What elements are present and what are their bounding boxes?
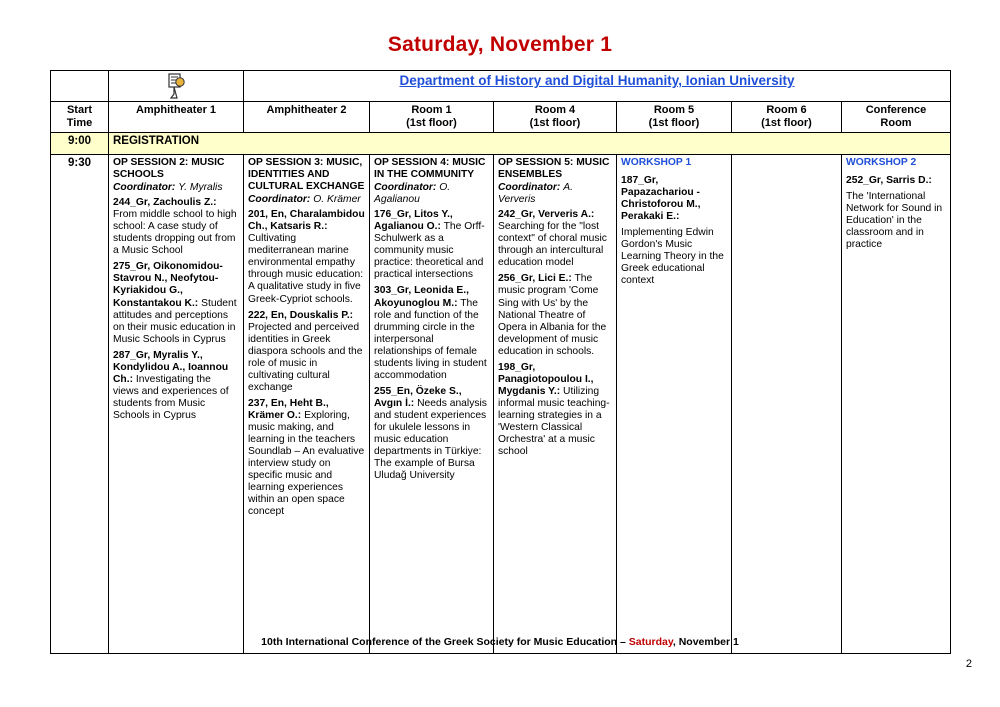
column-header-amphitheater-2 (244, 102, 370, 133)
session-coordinator (113, 182, 239, 194)
session-cell-amphitheater-1 (109, 155, 244, 654)
column-header-room-1 (370, 102, 494, 133)
column-header-amphitheater-1 (109, 102, 244, 133)
paper-title: Searching for the "lost context" of choral music through an intercultural education model (498, 221, 607, 269)
column-header-line1: Conference (865, 104, 927, 116)
coordinator-label: Coordinator: (374, 182, 437, 194)
session-title: OP SESSION 4: MUSIC IN THE COMMUNITY (374, 157, 486, 181)
paper-entry (113, 350, 239, 422)
session-title: OP SESSION 3: MUSIC, IDENTITIES AND CULTURAL EXCHANGE (248, 157, 365, 193)
session-coordinator (374, 182, 489, 206)
column-header-line1: Room 6 (766, 104, 807, 116)
footer-highlight: Saturday (628, 636, 673, 648)
column-header-line2: (1st floor) (529, 116, 581, 129)
column-header-conference-room (842, 102, 951, 133)
column-header-line1: Amphitheater 1 (135, 104, 217, 116)
column-header-line1: Room 4 (534, 104, 576, 116)
column-header-line1: Room 5 (653, 104, 695, 116)
department-header-row (51, 71, 951, 102)
paper-entry (498, 273, 612, 357)
session-cell-room-5 (617, 155, 732, 654)
paper-title: Investigating the views and experiences of students from Music Schools in Cyprus (113, 373, 229, 421)
paper-authors: 198_Gr, Panagiotopoulou I., Mygdanis Y.: (498, 361, 594, 397)
workshop-description: Implementing Edwin Gordon's Music Learning Theory in the Greek educational context (621, 227, 724, 287)
paper-entry (374, 386, 489, 482)
session-start-time: 9:30 (51, 155, 109, 654)
paper-entry (248, 310, 365, 394)
coordinator-label: Coordinator: (498, 182, 561, 194)
paper-title: The Orff-Schulwerk as a community music practice: theoretical and practical intersections (374, 221, 485, 281)
session-cell-room-1 (370, 155, 494, 654)
column-header-start-time (51, 102, 109, 133)
column-header-line2: (1st floor) (648, 116, 700, 129)
paper-authors: 287_Gr, Myralis Y., Kondylidou A., Ioannou Ch.: (113, 349, 229, 385)
workshop-description: The 'International Network for Sound in Education' in the classroom and in practice (846, 191, 943, 251)
paper-authors: 237, En, Heht B., Krämer O.: (248, 397, 329, 421)
coordinator-label: Coordinator: (113, 182, 176, 194)
page-number: 2 (965, 658, 972, 670)
column-header-line2: Room (880, 116, 912, 129)
paper-authors: 255_En, Özeke S., Avgın İ.: (374, 385, 462, 409)
session-title: OP SESSION 5: MUSIC ENSEMBLES (498, 157, 610, 181)
workshop-presenter: 252_Gr, Sarris D.: (846, 175, 932, 187)
column-header-line1: Start (66, 104, 93, 116)
paper-authors: 176_Gr, Litos Y., Agalianou O.: (374, 209, 453, 233)
coordinator-name: O. Agalianou (374, 182, 451, 206)
column-header-line2: Time (66, 116, 93, 129)
coordinator-name: O. Krämer (313, 194, 361, 206)
column-header-line2: (1st floor) (761, 116, 812, 129)
registration-label: REGISTRATION (109, 133, 951, 155)
paper-authors: 222, En, Douskalis P.: (248, 309, 354, 321)
schedule-table-wrapper (50, 70, 950, 654)
department-header: Department of History and Digital Humanity, Ionian University (244, 71, 951, 102)
workshop-presenter: 187_Gr, Papazachariou - Christoforou M., Perakaki E.: (621, 175, 701, 223)
paper-entry (113, 197, 239, 257)
session-title: OP SESSION 2: MUSIC SCHOOLS (113, 157, 225, 181)
paper-authors: 242_Gr, Ververis A.: (498, 209, 595, 221)
paper-authors: 303_Gr, Leonida E., Akoyunoglou M.: (374, 285, 469, 309)
paper-title: Exploring, music making, and learning in the teachers Soundlab – An evaluative interview study on specific music and learning experiences within an open space concept (248, 409, 365, 518)
column-header-room-6 (732, 102, 842, 133)
logo-cell (51, 71, 109, 102)
column-header-row (51, 102, 951, 133)
session-coordinator (248, 194, 365, 206)
session-cell-conference-room (842, 155, 951, 654)
paper-authors: 201, En, Charalambidou Ch., Katsaris R.: (248, 209, 365, 233)
workshop-title: WORKSHOP 2 (846, 157, 917, 168)
column-header-line1: Amphitheater 2 (266, 104, 347, 116)
session-coordinator (498, 182, 612, 206)
paper-entry (374, 209, 489, 281)
coordinator-name: A. Ververis (498, 182, 573, 206)
paper-entry (498, 209, 612, 269)
page-title: Saturday, November 1 (387, 33, 613, 56)
paper-entry (498, 362, 612, 458)
coordinator-name: Y. Myralis (178, 182, 223, 194)
ionian-university-logo-icon (165, 73, 187, 99)
session-cell-amphitheater-2 (244, 155, 370, 654)
paper-title: Cultivating mediterranean marine environmental empathy through music education: A qualitative study in five Greek-Cypriot schools. (248, 233, 364, 305)
paper-authors: 275_Gr, Oikonomidou-Stavrou N., Neofytou-Kyriakidou G., Konstantakou K.: (113, 261, 223, 309)
paper-entry (248, 209, 365, 305)
paper-entry (113, 261, 239, 345)
paper-authors: 244_Gr, Zachoulis Z.: (113, 197, 217, 209)
paper-title: From middle school to high school: A case study of students dropping out from a Music School (113, 209, 237, 257)
paper-title: The music program 'Come Sing with Us' by the National Theatre of Opera in Albania for the development of music education in schools. (498, 273, 607, 357)
coordinator-label: Coordinator: (248, 194, 311, 206)
paper-entry (248, 398, 365, 518)
page-footer (0, 636, 1000, 648)
paper-title: Needs analysis and student experiences for ukulele lessons in music education departments in Türkiye: The example of Bursa Uludağ University (374, 397, 487, 482)
column-header-room-4 (494, 102, 617, 133)
session-cell-room-4 (494, 155, 617, 654)
registration-row (51, 133, 951, 155)
paper-authors: 256_Gr, Lici E.: (498, 273, 572, 285)
paper-entry (374, 285, 489, 381)
column-header-room-5 (617, 102, 732, 133)
session-cell-room-6 (732, 155, 842, 654)
footer-text-before: 10th International Conference of the Greek Society for Music Education – (261, 636, 629, 648)
registration-time: 9:00 (51, 133, 109, 155)
column-header-line2: (1st floor) (406, 116, 457, 129)
footer-text-after: , November 1 (672, 636, 739, 648)
workshop-title: WORKSHOP 1 (621, 157, 692, 168)
paper-title: Student attitudes and perceptions on their music education in Music Schools in Cyprus (113, 297, 237, 345)
paper-title: Utilizing informal music teaching-learning strategies in a 'Western Classical Orchestra' at a music school (498, 385, 610, 458)
session-row (51, 155, 951, 654)
schedule-table (50, 70, 951, 654)
column-header-line1: Room 1 (411, 104, 452, 116)
paper-title: Projected and perceived identities in Greek diaspora schools and the role of music in cultivating cultural exchange (248, 321, 363, 393)
logo-cell-2 (109, 71, 244, 102)
paper-title: The role and function of the drumming circle in the interpersonal relationships of female students living in student accommodation (374, 297, 487, 381)
